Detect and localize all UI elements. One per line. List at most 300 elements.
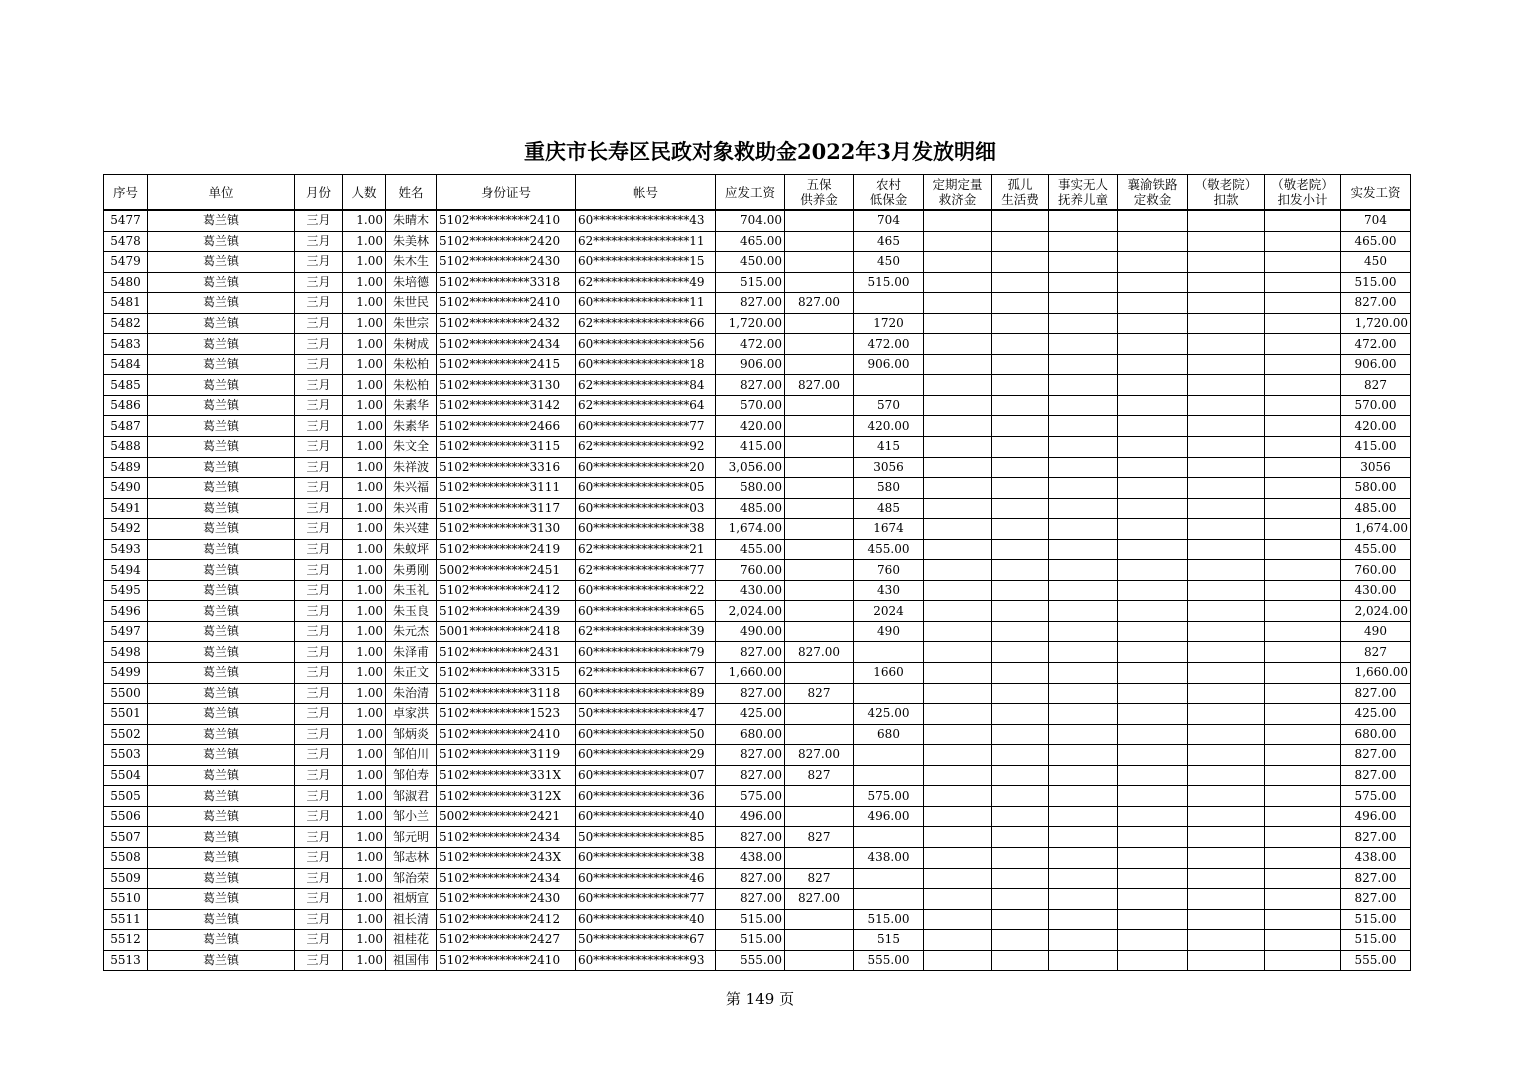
cell-col-dingqi — [924, 868, 992, 889]
cell-col-actual: 827 — [1341, 642, 1411, 663]
cell-col-name: 祖桂花 — [386, 930, 437, 951]
header-col-dibao: 农村 低保金 — [854, 175, 924, 211]
cell-col-due: 420.00 — [716, 416, 785, 437]
cell-col-dingqi — [924, 293, 992, 314]
cell-col-dingqi — [924, 272, 992, 293]
cell-col-deduction-subtotal — [1265, 334, 1341, 355]
cell-col-seq: 5484 — [104, 354, 148, 375]
cell-col-deduction — [1188, 827, 1265, 848]
cell-col-xiangyu — [1118, 786, 1188, 807]
cell-col-account: 62****************92 — [576, 437, 716, 458]
cell-col-unattended-child — [1049, 765, 1118, 786]
cell-col-count: 1.00 — [343, 210, 386, 231]
cell-col-month: 三月 — [295, 806, 343, 827]
cell-col-dibao: 1660 — [854, 663, 924, 684]
table-row — [104, 252, 1411, 273]
cell-col-account: 60****************79 — [576, 642, 716, 663]
cell-col-name: 朱祥波 — [386, 457, 437, 478]
cell-col-id: 5102**********2430 — [437, 252, 576, 273]
table-row — [104, 745, 1411, 766]
cell-col-due: 1,674.00 — [716, 519, 785, 540]
cell-col-due: 827.00 — [716, 868, 785, 889]
cell-col-actual: 827 — [1341, 375, 1411, 396]
cell-col-deduction — [1188, 601, 1265, 622]
cell-col-unit: 葛兰镇 — [148, 889, 295, 910]
cell-col-unattended-child — [1049, 827, 1118, 848]
cell-col-id: 5102**********2415 — [437, 354, 576, 375]
cell-col-dibao: 465 — [854, 231, 924, 252]
cell-col-seq: 5502 — [104, 724, 148, 745]
cell-col-month: 三月 — [295, 272, 343, 293]
cell-col-deduction — [1188, 539, 1265, 560]
header-col-orphan: 孤儿 生活费 — [992, 175, 1049, 211]
cell-col-count: 1.00 — [343, 621, 386, 642]
cell-col-count: 1.00 — [343, 334, 386, 355]
cell-col-unattended-child — [1049, 580, 1118, 601]
cell-col-id: 5102**********3111 — [437, 478, 576, 499]
cell-col-month: 三月 — [295, 231, 343, 252]
cell-col-account: 60****************05 — [576, 478, 716, 499]
cell-col-seq: 5506 — [104, 806, 148, 827]
table-row — [104, 231, 1411, 252]
cell-col-wubao — [785, 580, 854, 601]
cell-col-account: 60****************38 — [576, 519, 716, 540]
cell-col-seq: 5507 — [104, 827, 148, 848]
cell-col-month: 三月 — [295, 704, 343, 725]
cell-col-actual: 472.00 — [1341, 334, 1411, 355]
cell-col-name: 邹伯寿 — [386, 765, 437, 786]
cell-col-unattended-child — [1049, 231, 1118, 252]
cell-col-orphan — [992, 478, 1049, 499]
cell-col-dingqi — [924, 313, 992, 334]
cell-col-count: 1.00 — [343, 704, 386, 725]
cell-col-name: 邹淑君 — [386, 786, 437, 807]
cell-col-deduction-subtotal — [1265, 930, 1341, 951]
cell-col-deduction — [1188, 909, 1265, 930]
cell-col-dingqi — [924, 930, 992, 951]
cell-col-deduction-subtotal — [1265, 909, 1341, 930]
cell-col-month: 三月 — [295, 663, 343, 684]
cell-col-account: 60****************03 — [576, 498, 716, 519]
cell-col-unit: 葛兰镇 — [148, 354, 295, 375]
cell-col-count: 1.00 — [343, 745, 386, 766]
cell-col-deduction-subtotal — [1265, 375, 1341, 396]
cell-col-wubao — [785, 437, 854, 458]
cell-col-dibao: 680 — [854, 724, 924, 745]
cell-col-name: 朱树成 — [386, 334, 437, 355]
cell-col-month: 三月 — [295, 724, 343, 745]
cell-col-count: 1.00 — [343, 601, 386, 622]
cell-col-xiangyu — [1118, 416, 1188, 437]
cell-col-deduction — [1188, 334, 1265, 355]
cell-col-unattended-child — [1049, 642, 1118, 663]
cell-col-actual: 580.00 — [1341, 478, 1411, 499]
cell-col-unattended-child — [1049, 210, 1118, 231]
cell-col-seq: 5480 — [104, 272, 148, 293]
cell-col-count: 1.00 — [343, 293, 386, 314]
cell-col-id: 5102**********2466 — [437, 416, 576, 437]
cell-col-unit: 葛兰镇 — [148, 601, 295, 622]
cell-col-account: 60****************89 — [576, 683, 716, 704]
cell-col-dingqi — [924, 416, 992, 437]
page-number: 第 149 页 — [725, 990, 795, 1008]
cell-col-xiangyu — [1118, 580, 1188, 601]
header-col-month: 月份 — [295, 175, 343, 211]
cell-col-orphan — [992, 457, 1049, 478]
cell-col-unit: 葛兰镇 — [148, 663, 295, 684]
cell-col-orphan — [992, 642, 1049, 663]
table-row — [104, 334, 1411, 355]
cell-col-deduction-subtotal — [1265, 313, 1341, 334]
cell-col-unattended-child — [1049, 293, 1118, 314]
cell-col-actual: 455.00 — [1341, 539, 1411, 560]
cell-col-name: 朱文全 — [386, 437, 437, 458]
cell-col-seq: 5505 — [104, 786, 148, 807]
cell-col-dingqi — [924, 847, 992, 868]
cell-col-due: 485.00 — [716, 498, 785, 519]
cell-col-actual: 827.00 — [1341, 827, 1411, 848]
cell-col-dingqi — [924, 580, 992, 601]
cell-col-deduction-subtotal — [1265, 416, 1341, 437]
header-col-id: 身份证号 — [437, 175, 576, 211]
cell-col-unit: 葛兰镇 — [148, 395, 295, 416]
cell-col-orphan — [992, 313, 1049, 334]
cell-col-account: 60****************77 — [576, 889, 716, 910]
cell-col-dibao: 430 — [854, 580, 924, 601]
table-header-row — [104, 175, 1411, 211]
cell-col-orphan — [992, 354, 1049, 375]
cell-col-actual: 1,674.00 — [1341, 519, 1411, 540]
cell-col-name: 朱兴建 — [386, 519, 437, 540]
cell-col-account: 62****************21 — [576, 539, 716, 560]
table-row — [104, 519, 1411, 540]
table-row — [104, 210, 1411, 231]
cell-col-xiangyu — [1118, 313, 1188, 334]
cell-col-seq: 5478 — [104, 231, 148, 252]
cell-col-unattended-child — [1049, 252, 1118, 273]
cell-col-seq: 5483 — [104, 334, 148, 355]
cell-col-count: 1.00 — [343, 539, 386, 560]
cell-col-xiangyu — [1118, 395, 1188, 416]
cell-col-seq: 5499 — [104, 663, 148, 684]
cell-col-unattended-child — [1049, 354, 1118, 375]
cell-col-wubao — [785, 272, 854, 293]
cell-col-account: 60****************43 — [576, 210, 716, 231]
cell-col-seq: 5479 — [104, 252, 148, 273]
header-col-actual: 实发工资 — [1341, 175, 1411, 211]
cell-col-dingqi — [924, 354, 992, 375]
cell-col-due: 580.00 — [716, 478, 785, 499]
table-row — [104, 683, 1411, 704]
cell-col-orphan — [992, 930, 1049, 951]
cell-col-deduction-subtotal — [1265, 827, 1341, 848]
cell-col-actual: 1,660.00 — [1341, 663, 1411, 684]
cell-col-dingqi — [924, 909, 992, 930]
cell-col-account: 60****************50 — [576, 724, 716, 745]
cell-col-dibao — [854, 375, 924, 396]
cell-col-account: 62****************11 — [576, 231, 716, 252]
cell-col-wubao: 827 — [785, 765, 854, 786]
cell-col-deduction — [1188, 313, 1265, 334]
header-col-deduction: （敬老院） 扣款 — [1188, 175, 1265, 211]
table-row — [104, 375, 1411, 396]
cell-col-id: 5102**********2410 — [437, 950, 576, 971]
cell-col-wubao — [785, 395, 854, 416]
cell-col-deduction — [1188, 231, 1265, 252]
cell-col-wubao — [785, 519, 854, 540]
cell-col-wubao — [785, 806, 854, 827]
cell-col-xiangyu — [1118, 601, 1188, 622]
cell-col-dibao — [854, 745, 924, 766]
cell-col-due: 515.00 — [716, 930, 785, 951]
cell-col-wubao: 827 — [785, 683, 854, 704]
cell-col-dingqi — [924, 478, 992, 499]
cell-col-deduction-subtotal — [1265, 806, 1341, 827]
cell-col-actual: 450 — [1341, 252, 1411, 273]
cell-col-unit: 葛兰镇 — [148, 272, 295, 293]
table-row — [104, 950, 1411, 971]
cell-col-xiangyu — [1118, 375, 1188, 396]
cell-col-due: 515.00 — [716, 272, 785, 293]
cell-col-due: 704.00 — [716, 210, 785, 231]
cell-col-wubao — [785, 334, 854, 355]
cell-col-id: 5102**********312X — [437, 786, 576, 807]
cell-col-unit: 葛兰镇 — [148, 437, 295, 458]
cell-col-count: 1.00 — [343, 642, 386, 663]
cell-col-seq: 5503 — [104, 745, 148, 766]
cell-col-deduction-subtotal — [1265, 601, 1341, 622]
cell-col-orphan — [992, 765, 1049, 786]
cell-col-month: 三月 — [295, 334, 343, 355]
cell-col-unattended-child — [1049, 663, 1118, 684]
cell-col-due: 1,720.00 — [716, 313, 785, 334]
cell-col-count: 1.00 — [343, 847, 386, 868]
cell-col-dingqi — [924, 827, 992, 848]
cell-col-id: 5102**********3316 — [437, 457, 576, 478]
table-row — [104, 642, 1411, 663]
cell-col-dibao: 704 — [854, 210, 924, 231]
cell-col-deduction-subtotal — [1265, 765, 1341, 786]
cell-col-name: 朱正文 — [386, 663, 437, 684]
cell-col-month: 三月 — [295, 580, 343, 601]
cell-col-count: 1.00 — [343, 868, 386, 889]
cell-col-account: 50****************85 — [576, 827, 716, 848]
cell-col-unit: 葛兰镇 — [148, 806, 295, 827]
cell-col-dibao: 415 — [854, 437, 924, 458]
cell-col-count: 1.00 — [343, 416, 386, 437]
cell-col-dingqi — [924, 621, 992, 642]
cell-col-deduction-subtotal — [1265, 704, 1341, 725]
cell-col-deduction-subtotal — [1265, 252, 1341, 273]
cell-col-orphan — [992, 334, 1049, 355]
cell-col-wubao — [785, 416, 854, 437]
cell-col-name: 朱培德 — [386, 272, 437, 293]
cell-col-deduction-subtotal — [1265, 272, 1341, 293]
cell-col-name: 朱松柏 — [386, 375, 437, 396]
cell-col-month: 三月 — [295, 313, 343, 334]
cell-col-unit: 葛兰镇 — [148, 457, 295, 478]
cell-col-seq: 5487 — [104, 416, 148, 437]
cell-col-orphan — [992, 375, 1049, 396]
cell-col-dingqi — [924, 663, 992, 684]
cell-col-unit: 葛兰镇 — [148, 724, 295, 745]
cell-col-deduction-subtotal — [1265, 847, 1341, 868]
cell-col-name: 朱玉良 — [386, 601, 437, 622]
cell-col-id: 5102**********3318 — [437, 272, 576, 293]
cell-col-dibao: 555.00 — [854, 950, 924, 971]
cell-col-unattended-child — [1049, 457, 1118, 478]
cell-col-xiangyu — [1118, 663, 1188, 684]
cell-col-month: 三月 — [295, 868, 343, 889]
cell-col-deduction-subtotal — [1265, 950, 1341, 971]
cell-col-unattended-child — [1049, 950, 1118, 971]
cell-col-seq: 5508 — [104, 847, 148, 868]
cell-col-deduction — [1188, 847, 1265, 868]
cell-col-count: 1.00 — [343, 437, 386, 458]
cell-col-due: 472.00 — [716, 334, 785, 355]
cell-col-name: 祖炳宣 — [386, 889, 437, 910]
cell-col-month: 三月 — [295, 930, 343, 951]
cell-col-actual: 827.00 — [1341, 868, 1411, 889]
cell-col-orphan — [992, 437, 1049, 458]
cell-col-name: 朱泽甫 — [386, 642, 437, 663]
cell-col-dibao: 3056 — [854, 457, 924, 478]
cell-col-deduction-subtotal — [1265, 519, 1341, 540]
cell-col-month: 三月 — [295, 601, 343, 622]
cell-col-unattended-child — [1049, 334, 1118, 355]
cell-col-xiangyu — [1118, 950, 1188, 971]
cell-col-actual: 827.00 — [1341, 293, 1411, 314]
cell-col-orphan — [992, 210, 1049, 231]
cell-col-count: 1.00 — [343, 930, 386, 951]
cell-col-xiangyu — [1118, 560, 1188, 581]
cell-col-id: 5102**********3142 — [437, 395, 576, 416]
cell-col-month: 三月 — [295, 847, 343, 868]
cell-col-id: 5002**********2451 — [437, 560, 576, 581]
cell-col-account: 60****************46 — [576, 868, 716, 889]
cell-col-id: 5102**********3315 — [437, 663, 576, 684]
cell-col-month: 三月 — [295, 375, 343, 396]
cell-col-account: 60****************20 — [576, 457, 716, 478]
cell-col-unattended-child — [1049, 704, 1118, 725]
cell-col-count: 1.00 — [343, 889, 386, 910]
cell-col-account: 60****************56 — [576, 334, 716, 355]
cell-col-actual: 555.00 — [1341, 950, 1411, 971]
cell-col-deduction — [1188, 806, 1265, 827]
cell-col-account: 60****************38 — [576, 847, 716, 868]
cell-col-deduction — [1188, 416, 1265, 437]
cell-col-due: 760.00 — [716, 560, 785, 581]
cell-col-wubao — [785, 252, 854, 273]
cell-col-deduction — [1188, 704, 1265, 725]
cell-col-deduction-subtotal — [1265, 231, 1341, 252]
cell-col-wubao — [785, 313, 854, 334]
cell-col-seq: 5498 — [104, 642, 148, 663]
cell-col-id: 5102**********2432 — [437, 313, 576, 334]
cell-col-seq: 5511 — [104, 909, 148, 930]
cell-col-account: 62****************39 — [576, 621, 716, 642]
cell-col-deduction — [1188, 683, 1265, 704]
cell-col-count: 1.00 — [343, 909, 386, 930]
cell-col-wubao — [785, 498, 854, 519]
cell-col-dingqi — [924, 889, 992, 910]
cell-col-account: 60****************40 — [576, 909, 716, 930]
table-row — [104, 724, 1411, 745]
cell-col-due: 496.00 — [716, 806, 785, 827]
cell-col-unit: 葛兰镇 — [148, 313, 295, 334]
cell-col-account: 50****************47 — [576, 704, 716, 725]
cell-col-unit: 葛兰镇 — [148, 252, 295, 273]
cell-col-unattended-child — [1049, 437, 1118, 458]
cell-col-name: 卓家洪 — [386, 704, 437, 725]
cell-col-dibao — [854, 642, 924, 663]
header-col-unit: 单位 — [148, 175, 295, 211]
cell-col-dibao: 515 — [854, 930, 924, 951]
cell-col-unit: 葛兰镇 — [148, 210, 295, 231]
cell-col-id: 5102**********2410 — [437, 210, 576, 231]
cell-col-month: 三月 — [295, 354, 343, 375]
cell-col-unit: 葛兰镇 — [148, 786, 295, 807]
cell-col-xiangyu — [1118, 683, 1188, 704]
cell-col-seq: 5488 — [104, 437, 148, 458]
cell-col-dibao: 760 — [854, 560, 924, 581]
table-row — [104, 354, 1411, 375]
cell-col-wubao — [785, 950, 854, 971]
cell-col-due: 465.00 — [716, 231, 785, 252]
cell-col-dibao: 1674 — [854, 519, 924, 540]
cell-col-count: 1.00 — [343, 252, 386, 273]
cell-col-due: 827.00 — [716, 889, 785, 910]
cell-col-account: 62****************77 — [576, 560, 716, 581]
cell-col-name: 祖国伟 — [386, 950, 437, 971]
cell-col-dingqi — [924, 252, 992, 273]
cell-col-orphan — [992, 601, 1049, 622]
cell-col-xiangyu — [1118, 334, 1188, 355]
cell-col-name: 邹炳炎 — [386, 724, 437, 745]
cell-col-xiangyu — [1118, 519, 1188, 540]
table-row — [104, 847, 1411, 868]
cell-col-unit: 葛兰镇 — [148, 375, 295, 396]
cell-col-actual: 515.00 — [1341, 909, 1411, 930]
cell-col-dingqi — [924, 395, 992, 416]
cell-col-deduction-subtotal — [1265, 889, 1341, 910]
cell-col-deduction-subtotal — [1265, 868, 1341, 889]
cell-col-unit: 葛兰镇 — [148, 827, 295, 848]
cell-col-due: 827.00 — [716, 745, 785, 766]
table-row — [104, 889, 1411, 910]
cell-col-account: 60****************29 — [576, 745, 716, 766]
cell-col-unattended-child — [1049, 847, 1118, 868]
cell-col-count: 1.00 — [343, 231, 386, 252]
cell-col-deduction-subtotal — [1265, 621, 1341, 642]
cell-col-month: 三月 — [295, 478, 343, 499]
cell-col-deduction — [1188, 498, 1265, 519]
cell-col-id: 5102**********2434 — [437, 827, 576, 848]
cell-col-seq: 5491 — [104, 498, 148, 519]
cell-col-actual: 515.00 — [1341, 930, 1411, 951]
cell-col-count: 1.00 — [343, 519, 386, 540]
cell-col-count: 1.00 — [343, 580, 386, 601]
cell-col-name: 朱兴福 — [386, 478, 437, 499]
cell-col-unattended-child — [1049, 519, 1118, 540]
cell-col-deduction-subtotal — [1265, 498, 1341, 519]
cell-col-actual: 906.00 — [1341, 354, 1411, 375]
cell-col-due: 2,024.00 — [716, 601, 785, 622]
cell-col-account: 60****************11 — [576, 293, 716, 314]
cell-col-orphan — [992, 786, 1049, 807]
cell-col-orphan — [992, 704, 1049, 725]
cell-col-actual: 1,720.00 — [1341, 313, 1411, 334]
